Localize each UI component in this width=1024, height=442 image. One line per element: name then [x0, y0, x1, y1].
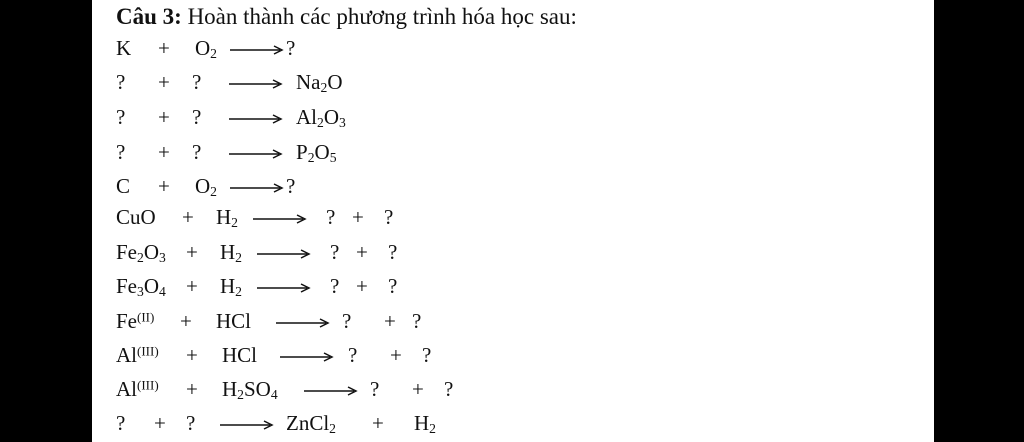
plus-sign: + [158, 174, 170, 198]
element-symbol: ? [192, 70, 202, 94]
plus-sign: + [186, 377, 198, 401]
element-symbol: SO [244, 377, 271, 401]
subscript: 3 [339, 115, 346, 130]
chem-formula [116, 140, 125, 165]
subscript: 2 [320, 80, 328, 95]
plus-sign: + [372, 411, 384, 435]
chem-formula [116, 343, 159, 368]
reaction-arrow-icon [253, 205, 307, 230]
plus-sign: + [384, 309, 396, 333]
chem-formula [296, 70, 343, 95]
chem-formula [186, 411, 195, 436]
subscript: 4 [159, 284, 166, 299]
element-symbol: ? [384, 205, 394, 229]
subscript: 2 [235, 284, 242, 299]
reaction-arrow-icon [220, 411, 274, 436]
chem-formula [192, 70, 201, 95]
element-symbol: H [216, 205, 232, 229]
subscript: 2 [137, 250, 144, 265]
chem-formula [296, 140, 337, 165]
plus-sign: + [158, 70, 170, 94]
subscript: 2 [235, 250, 242, 265]
element-symbol: ? [326, 205, 336, 229]
chem-formula [348, 343, 357, 368]
chem-formula [286, 36, 295, 61]
subscript: 3 [137, 284, 144, 299]
chem-formula [388, 240, 397, 265]
element-symbol: H [220, 274, 236, 298]
chem-formula [222, 343, 257, 368]
plus-sign: + [158, 140, 170, 164]
subscript: 2 [307, 150, 315, 165]
reaction-arrow-icon [276, 309, 330, 334]
subscript: 2 [210, 184, 217, 199]
element-symbol: O [143, 274, 159, 298]
element-symbol: O [195, 174, 211, 198]
chem-formula [330, 274, 339, 299]
chem-formula [116, 411, 125, 436]
element-symbol: ? [330, 240, 340, 264]
plus-sign: + [390, 343, 402, 367]
reaction-arrow-icon [230, 36, 284, 61]
element-symbol: Fe [116, 309, 137, 333]
plus-sign: + [356, 274, 368, 298]
element-symbol: ? [348, 343, 358, 367]
plus-sign: + [356, 240, 368, 264]
plus-sign: + [154, 411, 166, 435]
element-symbol: HCl [216, 309, 252, 333]
chem-formula [116, 377, 159, 402]
chem-formula [342, 309, 351, 334]
subscript: 2 [231, 215, 238, 230]
chem-formula [116, 205, 156, 230]
reaction-arrow-icon [229, 70, 283, 95]
element-symbol: ? [388, 240, 398, 264]
plus-sign: + [186, 240, 198, 264]
reaction-arrow-icon [229, 140, 283, 165]
element-symbol: ? [412, 309, 422, 333]
chem-formula [412, 309, 421, 334]
plus-sign: + [186, 274, 198, 298]
element-symbol: HCl [222, 343, 258, 367]
element-symbol: ? [422, 343, 432, 367]
chem-formula [116, 36, 131, 61]
element-symbol: O [327, 70, 343, 94]
element-symbol: H [222, 377, 238, 401]
subscript: 2 [329, 421, 336, 436]
plus-sign: + [412, 377, 424, 401]
chem-formula [192, 105, 201, 130]
element-symbol: ? [116, 70, 126, 94]
question-title [116, 4, 577, 30]
chem-formula [286, 174, 295, 199]
subscript: 4 [270, 387, 278, 402]
chem-formula [116, 105, 125, 130]
element-symbol: P [296, 140, 308, 164]
element-symbol: ? [186, 411, 196, 435]
reaction-arrow-icon [230, 174, 284, 199]
element-symbol: ZnCl [286, 411, 330, 435]
chem-formula [296, 105, 346, 130]
element-symbol: ? [192, 105, 202, 129]
subscript: 2 [210, 46, 217, 61]
element-symbol: ? [330, 274, 340, 298]
subscript: 5 [329, 150, 337, 165]
element-symbol: H [414, 411, 430, 435]
chem-formula [326, 205, 335, 230]
oxidation-state: (III) [137, 343, 159, 359]
element-symbol: CuO [116, 205, 156, 229]
element-symbol: Al [116, 343, 137, 367]
chem-formula [116, 274, 166, 299]
question-text: Hoàn thành các phương trình hóa học sau: [187, 4, 577, 29]
oxidation-state: (II) [137, 309, 155, 325]
element-symbol: Na [296, 70, 321, 94]
element-symbol: ? [370, 377, 380, 401]
plus-sign: + [180, 309, 192, 333]
element-symbol: O [195, 36, 211, 60]
chem-formula [384, 205, 393, 230]
chem-formula [330, 240, 339, 265]
element-symbol: Fe [116, 240, 137, 264]
oxidation-state: (III) [137, 377, 159, 393]
element-symbol: ? [116, 105, 126, 129]
chem-formula [116, 70, 125, 95]
reaction-arrow-icon [229, 105, 283, 130]
chem-formula [216, 205, 238, 230]
reaction-arrow-icon [257, 274, 311, 299]
chem-formula [116, 174, 130, 199]
element-symbol: ? [388, 274, 398, 298]
plus-sign: + [182, 205, 194, 229]
chem-formula [388, 274, 397, 299]
element-symbol: Al [116, 377, 137, 401]
chem-formula [444, 377, 453, 402]
element-symbol: ? [192, 140, 202, 164]
worksheet [92, 0, 934, 442]
subscript: 3 [159, 250, 166, 265]
chem-formula [414, 411, 436, 436]
element-symbol: O [314, 140, 330, 164]
subscript: 2 [317, 115, 324, 130]
reaction-arrow-icon [280, 343, 334, 368]
element-symbol: ? [444, 377, 454, 401]
plus-sign: + [158, 36, 170, 60]
subscript: 2 [429, 421, 436, 436]
chem-formula [116, 240, 166, 265]
chem-formula [220, 240, 242, 265]
reaction-arrow-icon [304, 377, 358, 402]
element-symbol: ? [286, 174, 296, 198]
chem-formula [286, 411, 336, 436]
element-symbol: ? [116, 411, 126, 435]
element-symbol: ? [286, 36, 296, 60]
element-symbol: Al [296, 105, 317, 129]
element-symbol: ? [342, 309, 352, 333]
element-symbol: Fe [116, 274, 137, 298]
element-symbol: O [323, 105, 339, 129]
chem-formula [220, 274, 242, 299]
chem-formula [116, 309, 154, 334]
element-symbol: ? [116, 140, 126, 164]
element-symbol: H [220, 240, 236, 264]
chem-formula [422, 343, 431, 368]
plus-sign: + [352, 205, 364, 229]
element-symbol: C [116, 174, 131, 198]
chem-formula [192, 140, 201, 165]
element-symbol: O [143, 240, 159, 264]
question-number: Câu 3: [116, 4, 182, 29]
chem-formula [370, 377, 379, 402]
subscript: 2 [237, 387, 244, 402]
reaction-arrow-icon [257, 240, 311, 265]
plus-sign: + [158, 105, 170, 129]
chem-formula [216, 309, 251, 334]
plus-sign: + [186, 343, 198, 367]
chem-formula [195, 36, 217, 61]
element-symbol: K [116, 36, 132, 60]
chem-formula [222, 377, 278, 402]
chem-formula [195, 174, 217, 199]
